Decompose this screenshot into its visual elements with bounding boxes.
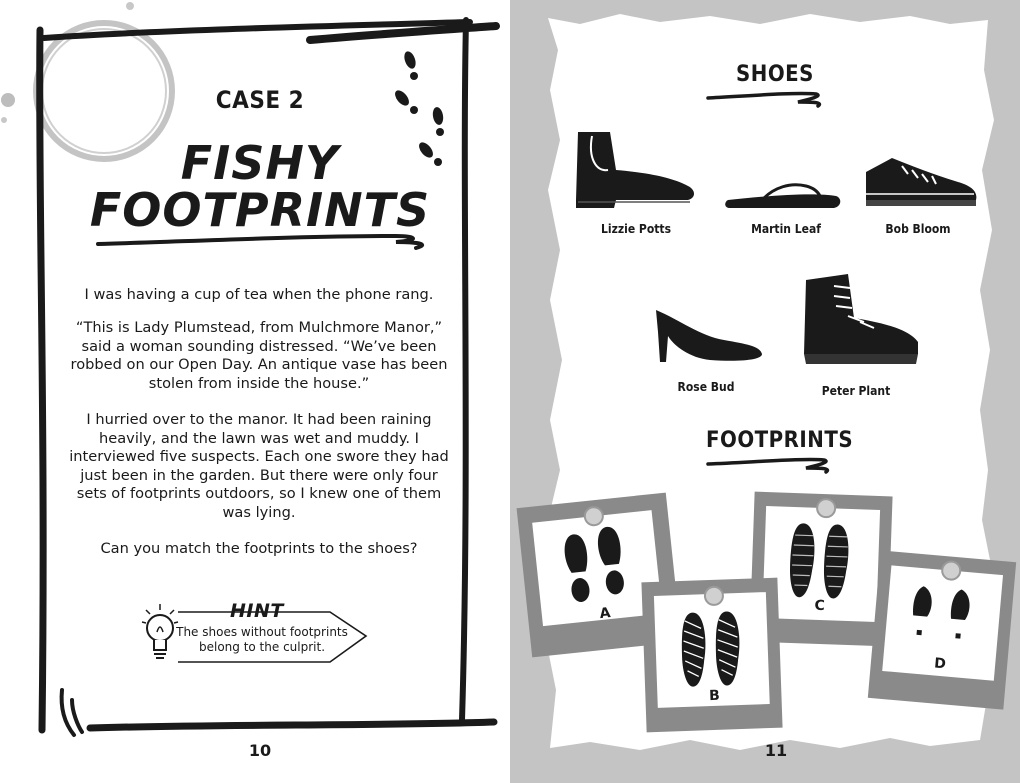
case-label: CASE 2 (215, 86, 305, 114)
sneaker-footprints-icon (678, 609, 751, 691)
story-paragraph-4: Can you match the footprints to the shoes? (100, 540, 418, 557)
sneaker-icon (862, 152, 982, 212)
hint-title: HINT (230, 600, 284, 622)
right-page (510, 0, 1020, 783)
boot-footprints-icon (553, 522, 641, 610)
story-paragraph-2: “This is Lady Plumstead, from Mulchmore Manor,” said a woman sounding distressed. “We’ve been robbed on our Open Day. An antique vase has been stolen from inside the house.” (70, 319, 448, 392)
high-heel-footprints-icon (906, 581, 982, 657)
page-title-line-2: FOOTPRINTS (89, 183, 431, 237)
story-paragraph-1: I was having a cup of tea when the phone rang. (84, 286, 434, 303)
shoe-owner-label: Peter Plant (821, 384, 891, 398)
page-number-right: 11 (764, 741, 788, 760)
high-heel-icon (650, 306, 770, 366)
shoe-owner-label: Bob Bloom (885, 222, 951, 236)
flip-flop-icon (724, 176, 844, 216)
title-underline-scribble (96, 232, 436, 252)
shoes-heading-underline (706, 90, 836, 110)
photo-letter-c: C (814, 597, 826, 615)
flip-flop-footprints-icon (787, 521, 860, 603)
story-paragraph-3: I hurried over to the manor. It had been raining heavily, and the lawn was wet and muddy. I interviewed five suspects. Each one swore they had just been in the garden. But there were only four sets of footprints outdoors, so I knew one of them was lying. (69, 411, 449, 521)
photo-letter-a: A (598, 605, 612, 623)
page-number-left: 10 (248, 741, 272, 760)
photo-card-b (641, 578, 782, 733)
shoe-owner-label: Lizzie Potts (601, 222, 671, 236)
footprints-heading: FOOTPRINTS (706, 428, 854, 453)
hint-text: The shoes without footprints belong to the culprit. (176, 625, 348, 654)
photo-letter-b: B (708, 687, 721, 705)
shoe-owner-label: Martin Leaf (751, 222, 821, 236)
photo-card-d (868, 550, 1016, 709)
photo-letter-d: D (933, 655, 947, 673)
shoe-owner-label: Rose Bud (677, 380, 735, 394)
page-title-line-1: FISHY (180, 136, 340, 190)
shoes-heading: SHOES (736, 62, 814, 87)
work-boot-icon (798, 272, 928, 368)
footprints-heading-underline (706, 456, 846, 476)
chelsea-boot-icon (570, 128, 700, 208)
